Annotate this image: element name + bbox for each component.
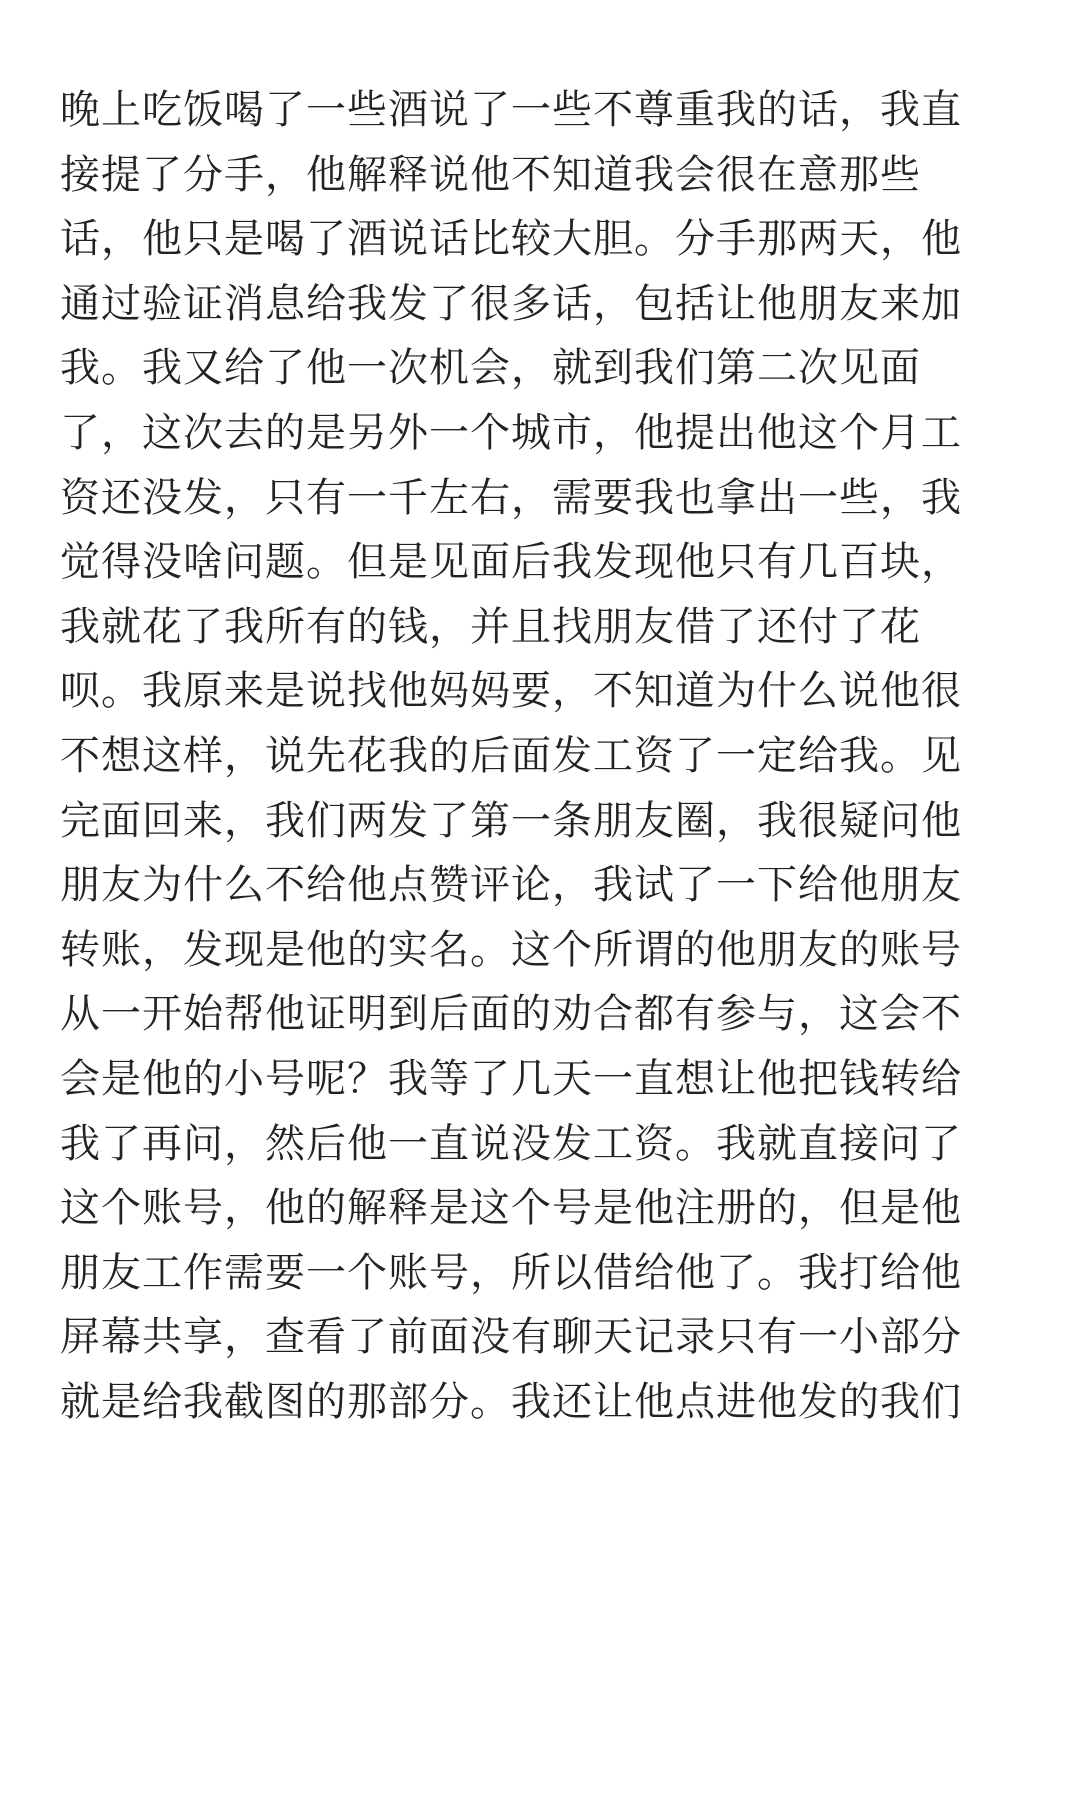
text-line: 我了再问，然后他一直说没发工资。我就直接问了 [60, 1120, 962, 1167]
text-line: 从一开始帮他证明到后面的劝合都有参与，这会不 [60, 991, 962, 1038]
text-line: 会是他的小号呢？我等了几天一直想让他把钱转给 [60, 1055, 962, 1102]
text-line: 这个账号，他的解释是这个号是他注册的，但是他 [60, 1185, 962, 1232]
text-line: 不想这样，说先花我的后面发工资了一定给我。见 [60, 732, 962, 779]
text-line: 屏幕共享，查看了前面没有聊天记录只有一小部分 [60, 1314, 962, 1361]
text-line: 我就花了我所有的钱，并且找朋友借了还付了花 [60, 603, 921, 650]
text-line: 朋友为什么不给他点赞评论，我试了一下给他朋友 [60, 862, 962, 909]
text-line: 呗。我原来是说找他妈妈要，不知道为什么说他很 [60, 668, 962, 715]
text-line: 转账，发现是他的实名。这个所谓的他朋友的账号 [60, 926, 962, 973]
text-line: 觉得没啥问题。但是见面后我发现他只有几百块， [60, 539, 962, 586]
text-line: 朋友工作需要一个账号，所以借给他了。我打给他 [60, 1249, 962, 1296]
text-line: 完面回来，我们两发了第一条朋友圈，我很疑问他 [60, 797, 962, 844]
text-line: 晚上吃饭喝了一些酒说了一些不尊重我的话，我直 [60, 87, 962, 133]
text-line: 就是给我截图的那部分。我还让他点进他发的我们 [60, 1378, 962, 1425]
text-line: 话，他只是喝了酒说话比较大胆。分手那两天，他 [60, 216, 962, 263]
article-body [60, 78, 1040, 1434]
text-line: 接提了分手，他解释说他不知道我会很在意那些 [60, 151, 921, 198]
text-line: 通过验证消息给我发了很多话，包括让他朋友来加 [60, 280, 962, 327]
text-line: 了，这次去的是另外一个城市，他提出他这个月工 [60, 409, 962, 456]
text-line: 资还没发，只有一千左右，需要我也拿出一些，我 [60, 474, 962, 521]
text-line: 我。我又给了他一次机会，就到我们第二次见面 [60, 345, 921, 392]
